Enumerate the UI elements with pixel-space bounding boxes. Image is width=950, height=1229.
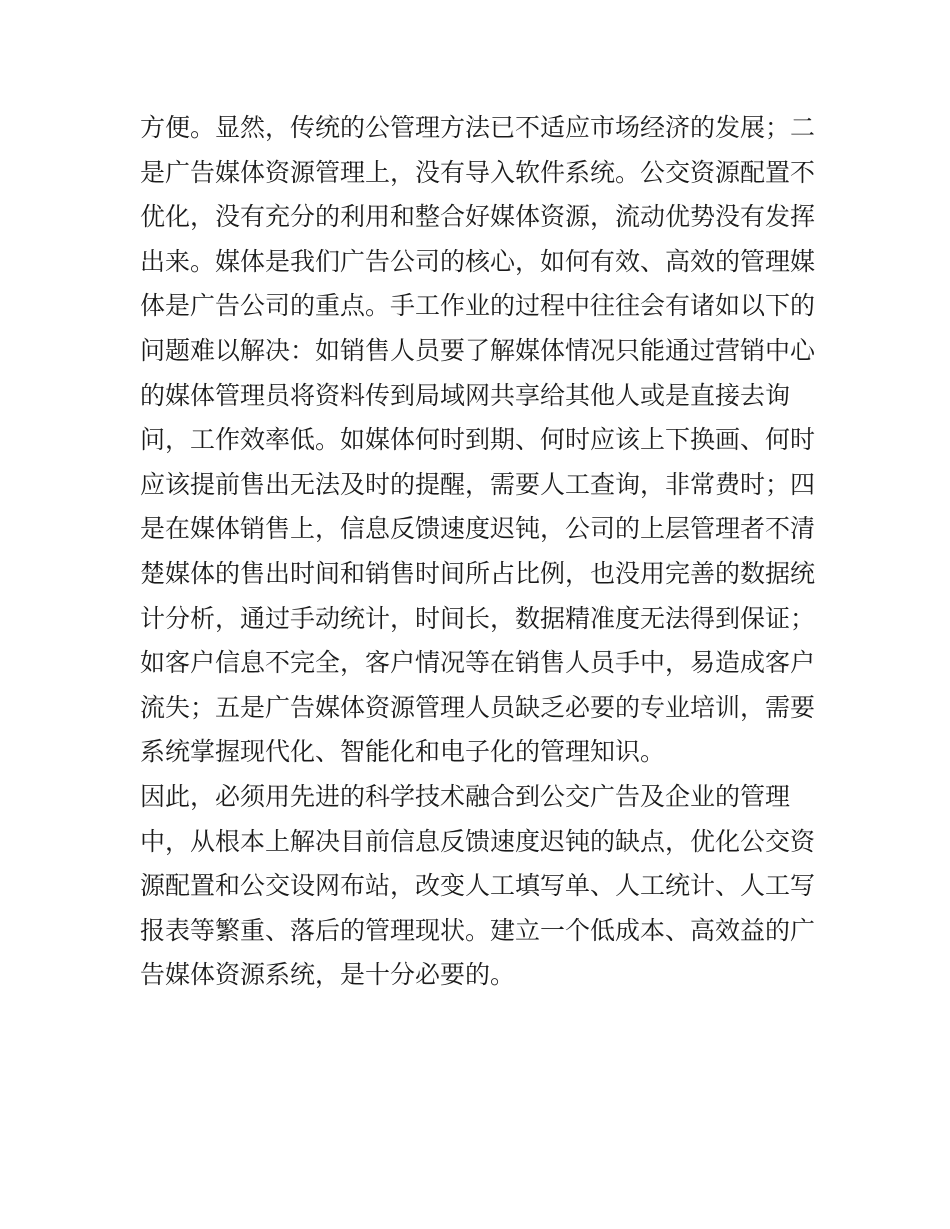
text-line: 楚媒体的售出时间和销售时间所占比例，也没用完善的数据统: [140, 558, 816, 588]
text-line: 源配置和公交设网布站，改变人工填写单、人工统计、人工写: [140, 871, 816, 901]
text-line: 告媒体资源系统，是十分必要的。: [140, 960, 516, 990]
text-line: 如客户信息不完全，客户情况等在销售人员手中，易造成客户: [140, 648, 816, 678]
text-line: 计分析，通过手动统计，时间长，数据精准度无法得到保证；: [140, 603, 816, 633]
text-line: 方便。显然，传统的公管理方法已不适应市场经济的发展；二: [140, 113, 816, 142]
text-line: 中，从根本上解决目前信息反馈速度迟钝的缺点，优化公交资: [140, 826, 816, 856]
text-line: 出来。媒体是我们广告公司的核心，如何有效、高效的管理媒: [140, 246, 816, 276]
text-line: 体是广告公司的重点。手工作业的过程中往往会有诸如以下的: [140, 291, 816, 321]
text-line: 问题难以解决：如销售人员要了解媒体情况只能通过营销中心: [140, 335, 816, 365]
text-line: 系统掌握现代化、智能化和电子化的管理知识。: [140, 737, 666, 767]
text-line: 报表等繁重、落后的管理现状。建立一个低成本、高效益的广: [140, 915, 816, 945]
body-text: [140, 106, 820, 998]
text-line: 应该提前售出无法及时的提醒，需要人工查询，非常费时；四: [140, 469, 816, 499]
text-line: 因此，必须用先进的科学技术融合到公交广告及企业的管理: [140, 781, 791, 811]
text-line: 是在媒体销售上，信息反馈速度迟钝，公司的上层管理者不清: [140, 514, 816, 544]
text-line: 流失；五是广告媒体资源管理人员缺乏必要的专业培训，需要: [140, 692, 816, 722]
text-line: 问，工作效率低。如媒体何时到期、何时应该上下换画、何时: [140, 425, 816, 455]
text-line: 优化，没有充分的利用和整合好媒体资源，流动优势没有发挥: [140, 202, 816, 232]
text-line: 是广告媒体资源管理上，没有导入软件系统。公交资源配置不: [140, 157, 816, 187]
text-line: 的媒体管理员将资料传到局域网共享给其他人或是直接去询: [140, 380, 791, 410]
